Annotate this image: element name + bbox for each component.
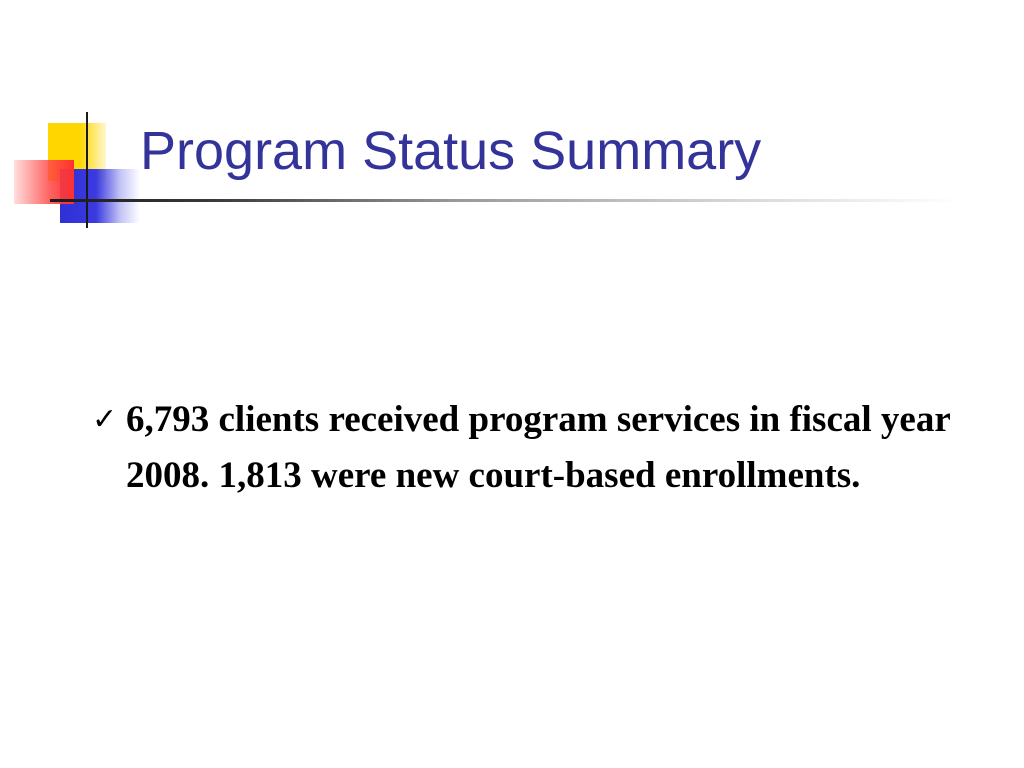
title-underline-rule bbox=[50, 199, 960, 202]
check-icon: ✓ bbox=[92, 402, 118, 437]
slide-title: Program Status Summary bbox=[140, 121, 762, 181]
bullet-item bbox=[92, 392, 962, 504]
red-square-decoration bbox=[14, 160, 74, 204]
vertical-rule bbox=[86, 112, 88, 228]
bullet-list bbox=[92, 392, 962, 504]
bullet-text: 6,793 clients received program services in fiscal year 2008. 1,813 were new court-based enrollments. bbox=[126, 399, 951, 496]
